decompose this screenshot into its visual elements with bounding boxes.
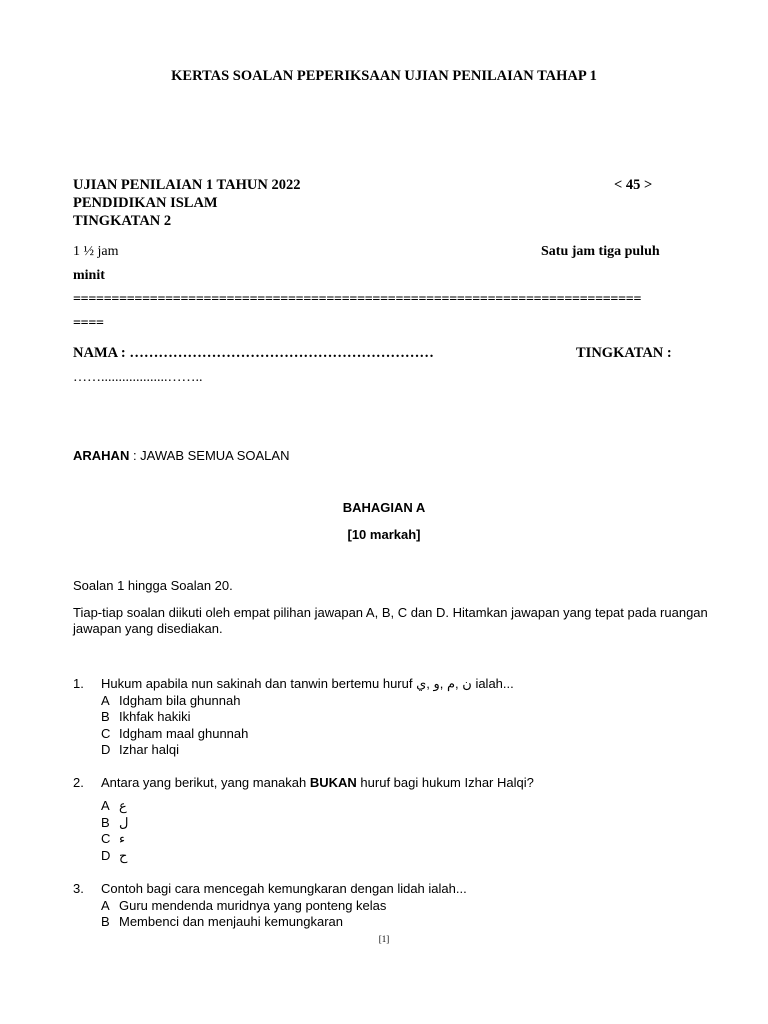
question-number: 3. xyxy=(73,881,84,896)
arabic-letters: ن ,م ,و ,ي xyxy=(416,676,472,691)
subject-name: PENDIDIKAN ISLAM xyxy=(73,195,218,211)
instruction-label: ARAHAN xyxy=(73,448,130,463)
duration-words-continued: minit xyxy=(73,268,105,283)
section-title: BAHAGIAN A xyxy=(342,500,426,515)
separator-line-continued: ==== xyxy=(73,316,104,331)
question-stem: Hukum apabila nun sakinah dan tanwin bertemu huruf ن ,م ,و ,ي ialah... xyxy=(101,676,514,691)
question-number: 1. xyxy=(73,676,84,691)
duration-words: Satu jam tiga puluh xyxy=(541,244,660,259)
separator-line: ========================================================================== xyxy=(73,292,642,307)
instruction-text: : JAWAB SEMUA SOALAN xyxy=(129,448,290,463)
question-stem: Antara yang berikut, yang manakah BUKAN huruf bagi hukum Izhar Halqi? xyxy=(101,775,534,790)
answer-instructions: Tiap-tiap soalan diikuti oleh empat pilihan jawapan A, B, C dan D. Hitamkan jawapan yang tepat pada ruangan jawapan yang disediakan. xyxy=(73,605,708,636)
score-box: < 45 > xyxy=(614,177,653,193)
duration: 1 ½ jam xyxy=(73,244,119,259)
paper-title: KERTAS SOALAN PEPERIKSAAN UJIAN PENILAIAN TAHAP 1 xyxy=(171,68,597,84)
form-level: TINGKATAN 2 xyxy=(73,213,172,229)
form-field-label: TINGKATAN : xyxy=(576,345,672,361)
emphasis-word: BUKAN xyxy=(309,775,357,790)
section-marks: [10 markah] xyxy=(347,527,421,542)
exam-name: UJIAN PENILAIAN 1 TAHUN 2022 xyxy=(73,177,301,193)
question-number: 2. xyxy=(73,775,84,790)
form-field-dots: ……...................…….. xyxy=(73,370,203,385)
page-number: [1] xyxy=(378,934,390,944)
question-stem: Contoh bagi cara mencegah kemungkaran dengan lidah ialah... xyxy=(101,881,467,896)
instruction-line xyxy=(73,448,289,463)
name-field: NAMA : ……………………………………………………… xyxy=(73,345,434,361)
question-range: Soalan 1 hingga Soalan 20. xyxy=(73,578,233,593)
